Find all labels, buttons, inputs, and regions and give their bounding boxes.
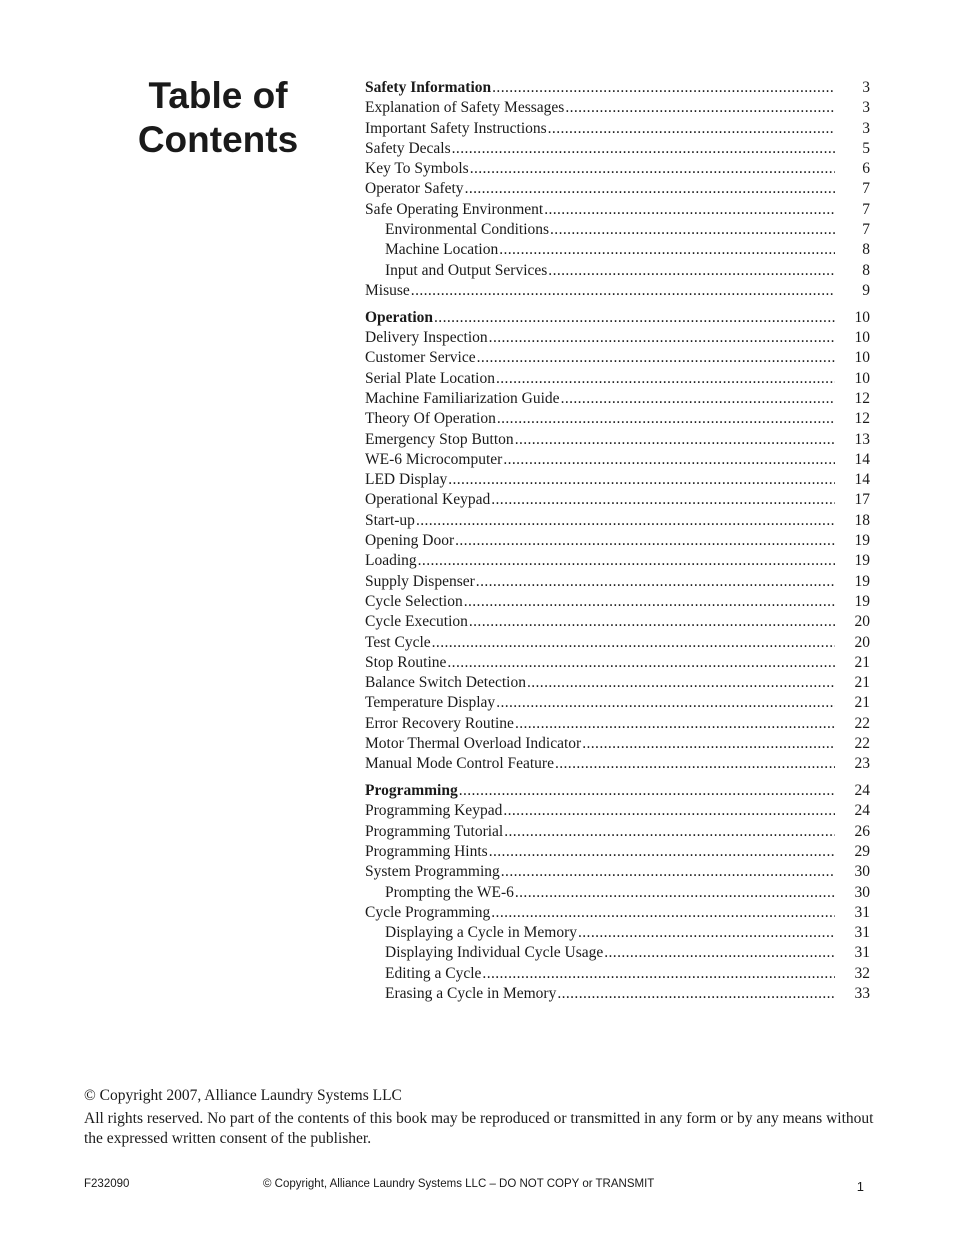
toc-page-number: 10 [854,349,870,367]
toc-entry-label: Customer Service [365,349,476,367]
toc-dot-leader [476,572,835,592]
toc-entry-label: Emergency Stop Button [365,430,514,448]
toc-entry-label: Programming Keypad [365,802,503,820]
toc-dot-leader [565,98,835,118]
toc-entry-label: System Programming [365,863,500,881]
toc-section-heading[interactable] [365,781,870,801]
toc-entry[interactable] [365,139,870,159]
toc-page-number: 24 [854,782,870,800]
toc-entry-label: Balance Switch Detection [365,674,526,692]
toc-dot-leader [459,781,835,801]
toc-dot-leader [455,531,835,551]
toc-page-number: 31 [854,944,870,962]
toc-dot-leader [452,139,835,159]
toc-entry-label: Loading [365,552,417,570]
toc-entry-label: Stop Routine [365,653,447,671]
toc-entry[interactable] [365,903,870,923]
toc-entry[interactable] [365,281,870,301]
toc-page-number: 21 [854,694,870,712]
toc-subentry[interactable] [365,943,870,963]
toc-entry-label: Cycle Selection [365,592,463,610]
toc-subentry[interactable] [365,220,870,240]
document-code: F232090 [84,1178,130,1190]
toc-entry[interactable] [365,714,870,734]
toc-entry[interactable] [365,633,870,653]
toc-entry-label: Delivery Inspection [365,329,488,347]
toc-page-number: 19 [854,552,870,570]
toc-dot-leader [561,389,835,409]
toc-entry-label: Important Safety Instructions [365,119,547,137]
toc-dot-leader [448,470,835,490]
toc-entry[interactable] [365,653,870,673]
toc-page-number: 3 [862,119,870,137]
toc-page-number: 7 [862,200,870,218]
toc-entry[interactable] [365,531,870,551]
toc-dot-leader [504,822,835,842]
toc-entry[interactable] [365,551,870,571]
page-title [100,74,336,162]
toc-dot-leader [527,673,835,693]
toc-section [365,78,870,301]
toc-entry-label: Operational Keypad [365,491,491,509]
toc-dot-leader [499,240,835,260]
toc-entry[interactable] [365,572,870,592]
toc-page-number: 17 [854,491,870,509]
toc-entry[interactable] [365,409,870,429]
toc-page-number: 14 [854,450,870,468]
toc-page-number: 29 [854,842,870,860]
toc-dot-leader [501,862,835,882]
toc-dot-leader [604,943,835,963]
toc-entry[interactable] [365,842,870,862]
toc-dot-leader [470,159,835,179]
toc-entry-label: Cycle Programming [365,903,491,921]
toc-entry-label: Motor Thermal Overload Indicator [365,735,582,752]
toc-entry[interactable] [365,801,870,821]
toc-entry[interactable] [365,612,870,632]
toc-entry-label: Manual Mode Control Feature [365,755,554,773]
toc-page-number: 33 [854,985,870,1003]
rights-notice: All rights reserved. No part of the contents of this book may be reproduced or transmitted in any form or by any means without the expressed written consent of the publisher. [84,1110,874,1147]
toc-entry[interactable] [365,98,870,118]
toc-dot-leader [503,450,835,470]
toc-page-number: 10 [854,308,870,326]
toc-entry-label: Operator Safety [365,180,464,198]
toc-entry[interactable] [365,754,870,774]
footer-copyright-notice: © Copyright, Alliance Laundry Systems LLC – DO NOT COPY or TRANSMIT [263,1178,655,1190]
toc-section-heading[interactable] [365,308,870,328]
toc-entry-label: Safety Information [365,79,492,96]
toc-subentry[interactable] [365,984,870,1004]
copyright-line: © Copyright 2007, Alliance Laundry Systems LLC [84,1087,402,1104]
toc-dot-leader [477,348,835,368]
toc-entry[interactable] [365,430,870,450]
toc-dot-leader [555,754,835,774]
toc-entry[interactable] [365,450,870,470]
toc-entry-label: Editing a Cycle [385,964,482,982]
toc-entry[interactable] [365,490,870,510]
toc-dot-leader [464,592,835,612]
toc-dot-leader [489,328,835,348]
toc-dot-leader [469,612,835,632]
toc-page-number: 19 [854,592,870,610]
toc-entry[interactable] [365,348,870,368]
toc-page-number: 10 [854,369,870,387]
toc-section-heading[interactable] [365,78,870,98]
toc-page-number: 12 [854,389,870,407]
toc-entry-label: Cycle Execution [365,613,468,631]
toc-entry-label: Misuse [365,281,410,299]
toc-entry-label: Explanation of Safety Messages [365,99,565,117]
toc-entry-label: Input and Output Services [385,261,548,279]
toc-page-number: 31 [854,903,870,921]
toc-dot-leader [496,369,835,389]
toc-entry[interactable] [365,862,870,882]
table-of-contents [365,78,870,1004]
page-footer [84,1176,870,1196]
toc-page-number: 14 [854,471,870,489]
toc-entry[interactable] [365,200,870,220]
toc-entry-label: Theory Of Operation [365,410,496,428]
toc-page-number: 22 [854,735,870,752]
toc-entry[interactable] [365,159,870,179]
page-number: 1 [856,1179,864,1194]
toc-entry-label: Test Cycle [365,633,431,651]
toc-page-number: 31 [854,924,870,942]
toc-dot-leader [548,261,835,281]
toc-page-number: 12 [854,410,870,428]
toc-page-number: 26 [854,822,870,840]
toc-page-number: 10 [854,329,870,347]
toc-entry[interactable] [365,673,870,693]
toc-dot-leader [550,220,835,240]
toc-entry-label: Displaying Individual Cycle Usage [385,944,604,962]
toc-entry-label: Prompting the WE-6 [385,883,514,901]
toc-subentry[interactable] [365,883,870,903]
toc-entry-label: Machine Familiarization Guide [365,389,560,407]
toc-subentry[interactable] [365,261,870,281]
toc-entry-label: Programming Hints [365,842,488,860]
toc-entry-label: Error Recovery Routine [365,714,514,732]
toc-dot-leader [503,801,835,821]
toc-entry-label: Safe Operating Environment [365,200,544,218]
toc-page-number: 23 [854,755,870,773]
toc-subentry[interactable] [365,240,870,260]
toc-entry[interactable] [365,179,870,199]
toc-page-number: 30 [854,883,870,901]
toc-entry-label: Programming Tutorial [365,822,504,840]
toc-entry-label: Machine Location [385,241,499,259]
toc-entry-label: Safety Decals [365,139,451,157]
toc-section [365,308,870,775]
toc-section [365,781,870,1004]
toc-dot-leader [492,78,835,98]
toc-page-number: 21 [854,653,870,671]
toc-dot-leader [482,964,835,984]
toc-entry-label: Displaying a Cycle in Memory [385,924,577,942]
toc-page-number: 18 [854,511,870,529]
toc-entry-label: Programming [365,782,458,800]
toc-entry[interactable] [365,734,870,754]
toc-entry-label: Environmental Conditions [385,221,550,239]
toc-dot-leader [544,200,835,220]
toc-entry-label: Opening Door [365,532,455,550]
toc-dot-leader [447,653,835,673]
toc-page-number: 30 [854,863,870,881]
toc-dot-leader [497,409,835,429]
page-title-line-2: Contents [137,119,299,160]
toc-page-number: 7 [862,180,870,198]
toc-page-number: 13 [854,430,870,448]
toc-page-number: 6 [862,160,870,178]
toc-dot-leader [416,511,835,531]
toc-entry-label: Serial Plate Location [365,369,495,387]
toc-page-number: 8 [862,241,870,259]
toc-page-number: 19 [854,532,870,550]
toc-dot-leader [496,693,835,713]
toc-dot-leader [578,923,835,943]
toc-page-number: 21 [854,674,870,692]
toc-entry-label: Operation [365,308,434,326]
page-title-line-1: Table of [148,75,288,116]
toc-page-number: 24 [854,802,870,820]
toc-page-number: 20 [854,613,870,631]
toc-page-number: 3 [862,99,870,117]
toc-dot-leader [515,714,835,734]
toc-page-number: 5 [862,139,870,157]
toc-entry-label: Temperature Display [365,694,496,712]
toc-page-number: 22 [854,714,870,732]
toc-dot-leader [418,551,835,571]
toc-dot-leader [411,281,835,301]
toc-page-number: 3 [862,79,870,96]
toc-subentry[interactable] [365,923,870,943]
toc-entry[interactable] [365,822,870,842]
toc-entry[interactable] [365,592,870,612]
toc-page-number: 32 [854,964,870,982]
toc-page-number: 9 [862,281,870,299]
toc-entry-label: Erasing a Cycle in Memory [385,985,557,1003]
toc-page-number: 20 [854,633,870,651]
toc-entry-label: Start-up [365,511,415,529]
toc-dot-leader [582,734,835,754]
toc-entry-label: Supply Dispenser [365,572,475,590]
toc-entry[interactable] [365,328,870,348]
copyright-block [84,1086,874,1149]
toc-entry[interactable] [365,511,870,531]
toc-entry[interactable] [365,119,870,139]
toc-page-number: 8 [862,261,870,279]
toc-entry-label: LED Display [365,471,448,489]
toc-entry[interactable] [365,369,870,389]
toc-entry[interactable] [365,389,870,409]
toc-dot-leader [515,883,835,903]
toc-dot-leader [432,633,835,653]
toc-subentry[interactable] [365,964,870,984]
toc-dot-leader [557,984,835,1004]
toc-dot-leader [465,179,835,199]
toc-entry-label: Key To Symbols [365,160,469,178]
toc-entry[interactable] [365,693,870,713]
toc-dot-leader [548,119,835,139]
toc-dot-leader [489,842,835,862]
toc-dot-leader [491,903,835,923]
toc-dot-leader [434,308,835,328]
toc-entry[interactable] [365,470,870,490]
toc-dot-leader [515,430,835,450]
toc-page-number: 7 [862,221,870,239]
toc-dot-leader [491,490,835,510]
toc-entry-label: WE-6 Microcomputer [365,450,503,468]
toc-page-number: 19 [854,572,870,590]
